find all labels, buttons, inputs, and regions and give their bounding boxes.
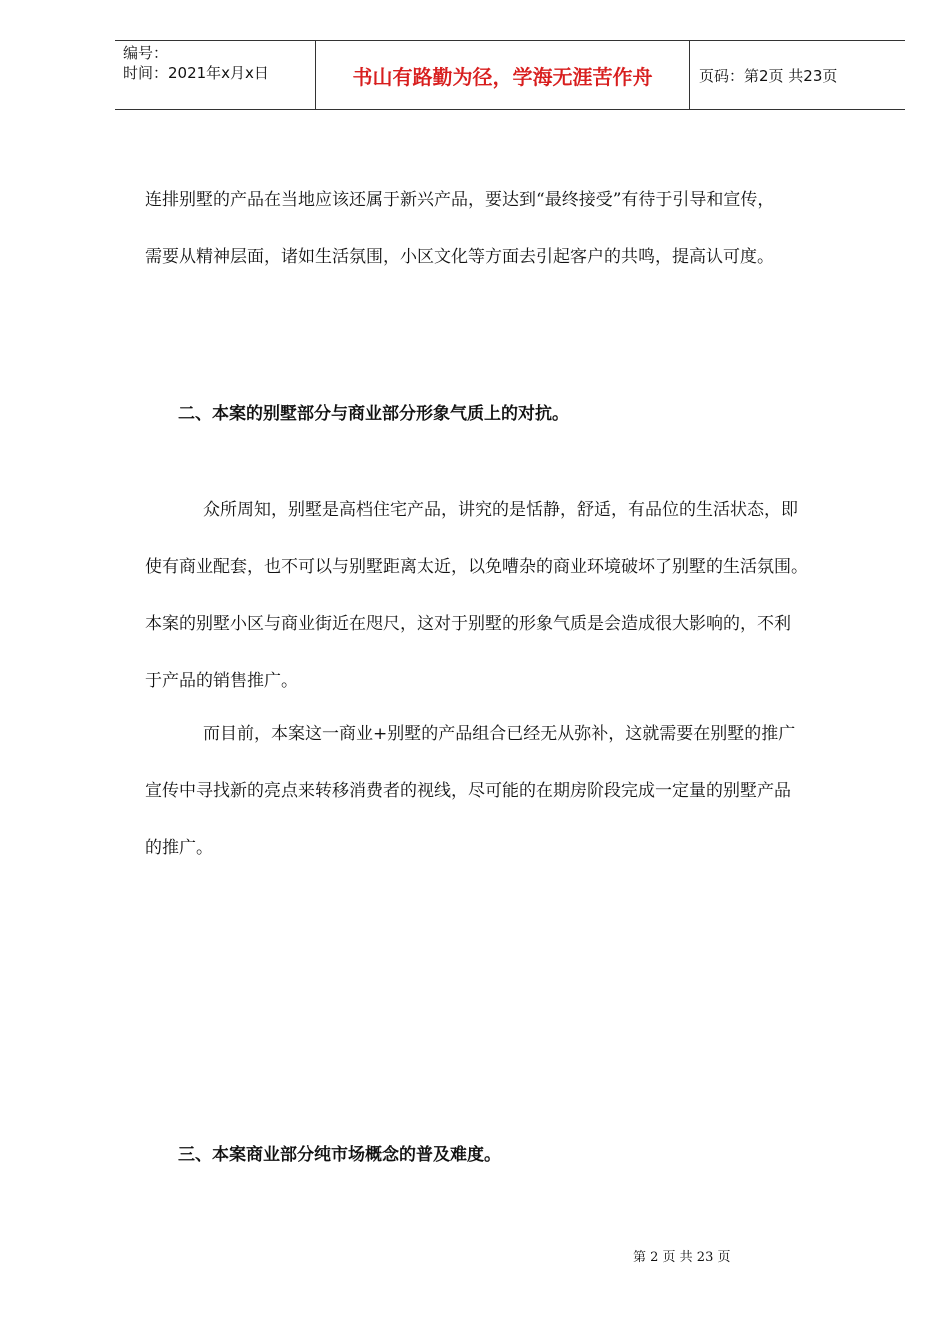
paragraph-line: 本案的别墅小区与商业街近在咫尺，这对于别墅的形象气质是会造成很大影响的，不利 bbox=[145, 614, 791, 634]
paragraph-line: 使有商业配套，也不可以与别墅距离太近，以免嘈杂的商业环境破坏了别墅的生活氛围。 bbox=[145, 557, 808, 577]
page-footer: 第 2 页 共 23 页 bbox=[633, 1250, 731, 1265]
document-time-label: 时间：2021年x月x日 bbox=[123, 64, 269, 82]
section-heading-2: 二、本案的别墅部分与商业部分形象气质上的对抗。 bbox=[178, 404, 569, 424]
paragraph-line: 众所周知，别墅是高档住宅产品，讲究的是恬静，舒适，有品位的生活状态，即 bbox=[203, 500, 798, 520]
paragraph-line: 需要从精神层面，诸如生活氛围，小区文化等方面去引起客户的共鸣，提高认可度。 bbox=[145, 247, 774, 267]
page-header bbox=[115, 40, 905, 110]
header-meta-cell bbox=[115, 41, 316, 109]
paragraph-line: 而目前，本案这一商业+别墅的产品组合已经无从弥补，这就需要在别墅的推广 bbox=[203, 724, 796, 744]
paragraph-line: 连排别墅的产品在当地应该还属于新兴产品，要达到“最终接受”有待于引导和宣传， bbox=[145, 190, 775, 210]
paragraph-line: 宣传中寻找新的亮点来转移消费者的视线，尽可能的在期房阶段完成一定量的别墅产品 bbox=[145, 781, 791, 801]
header-page-number: 页码：第2页 共23页 bbox=[699, 66, 838, 85]
document-number-label: 编号： bbox=[123, 44, 169, 62]
section-heading-3: 三、本案商业部分纯市场概念的普及难度。 bbox=[178, 1145, 501, 1165]
paragraph-line: 的推广。 bbox=[145, 838, 213, 858]
paragraph-line: 于产品的销售推广。 bbox=[145, 671, 298, 691]
header-motto: 书山有路勤为径，学海无涯苦作舟 bbox=[316, 41, 690, 109]
